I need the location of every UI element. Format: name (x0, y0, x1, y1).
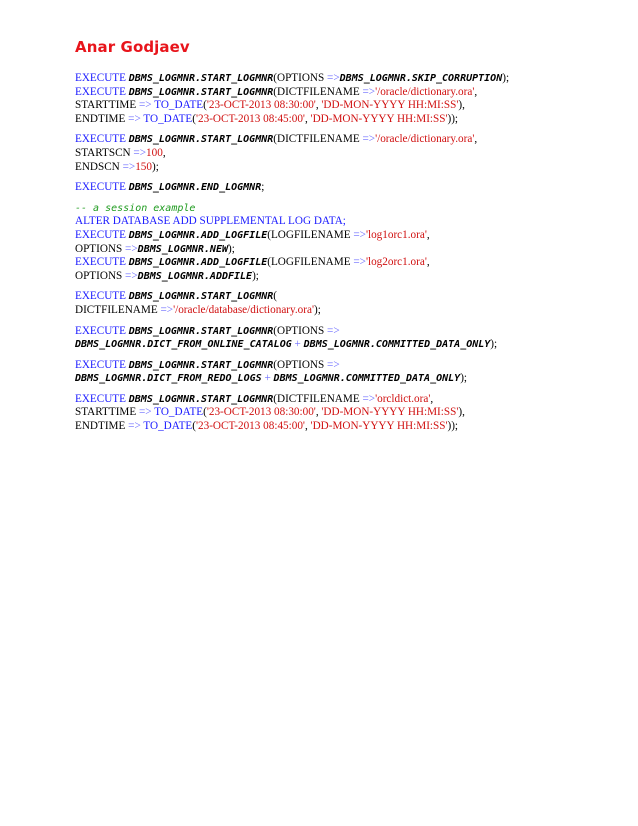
code-line (75, 270, 620, 284)
code-line (75, 229, 620, 243)
sql-comment: -- a session example (75, 202, 196, 214)
code-line (75, 372, 620, 386)
sql-operator: => (139, 406, 155, 419)
sql-string-literal: 'DD-MON-YYYY HH:MI:SS' (310, 420, 448, 433)
sql-string-literal: 100 (146, 146, 163, 159)
sql-keyword: TO_DATE (143, 420, 193, 433)
sql-string-literal: 'DD-MON-YYYY HH:MI:SS' (310, 112, 448, 125)
sql-operator: => (327, 358, 340, 371)
sql-identifier: , (315, 99, 322, 112)
code-line (75, 147, 620, 161)
sql-keyword: EXECUTE (75, 256, 129, 269)
sql-keyword: TO_DATE (154, 99, 204, 112)
sql-identifier: ); (460, 372, 468, 385)
sql-operator: => (128, 420, 144, 433)
sql-identifier: )); (447, 420, 459, 433)
sql-package-call: DBMS_LOGMNR.COMMITTED_DATA_ONLY (273, 373, 461, 385)
sql-string-literal: '23-OCT-2013 08:30:00' (206, 406, 316, 419)
sql-identifier: ( (192, 420, 196, 433)
sql-package-call: DBMS_LOGMNR.DICT_FROM_ONLINE_CATALOG (75, 339, 292, 351)
code-line (75, 304, 620, 318)
code-line (75, 113, 620, 127)
sql-keyword: EXECUTE (75, 228, 129, 241)
sql-identifier: ENDSCN (75, 160, 123, 173)
sql-package-call: DBMS_LOGMNR.START_LOGMNR (128, 359, 274, 371)
sql-package-call: DBMS_LOGMNR.START_LOGMNR (128, 291, 274, 303)
sql-identifier: ( (192, 112, 196, 125)
code-line (75, 202, 620, 216)
sql-identifier: , (315, 406, 322, 419)
code-line (75, 420, 620, 434)
code-line (75, 72, 620, 86)
sql-identifier: ( (273, 290, 277, 303)
code-line (75, 393, 620, 407)
sql-string-literal: '/oracle/dictionary.ora' (375, 133, 475, 146)
sql-string-literal: '23-OCT-2013 08:45:00' (195, 112, 305, 125)
code-line (75, 290, 620, 304)
sql-identifier: OPTIONS (75, 269, 126, 282)
sql-string-literal: 150 (135, 160, 152, 173)
sql-operator: + (291, 338, 304, 351)
sql-keyword: EXECUTE (75, 181, 129, 194)
code-line (75, 338, 620, 352)
sql-identifier: (OPTIONS (273, 358, 328, 371)
sql-identifier: , (304, 420, 311, 433)
sql-identifier: ); (502, 72, 510, 84)
block-spacer (75, 174, 620, 181)
sql-package-call: DBMS_LOGMNR.END_LOGMNR (128, 182, 262, 194)
sql-identifier: , (430, 392, 434, 405)
sql-package-call: DBMS_LOGMNR.START_LOGMNR (128, 73, 274, 84)
sql-identifier: ); (313, 303, 321, 316)
sql-identifier: ( (203, 99, 207, 112)
block-spacer (75, 195, 620, 202)
sql-string-literal: 'log2orc1.ora' (365, 256, 427, 269)
sql-keyword: EXECUTE (75, 324, 129, 337)
sql-identifier: )); (447, 112, 459, 125)
code-line (75, 181, 620, 195)
sql-operator: => (125, 242, 138, 255)
sql-string-literal: 'log1orc1.ora' (365, 228, 427, 241)
sql-keyword: EXECUTE (75, 358, 129, 371)
sql-package-call: DBMS_LOGMNR.ADDFILE (137, 270, 253, 282)
sql-operator: => (125, 269, 138, 282)
code-line (75, 133, 620, 147)
sql-string-literal: '/oracle/dictionary.ora' (375, 85, 475, 98)
code-line (75, 99, 620, 113)
sql-identifier: (OPTIONS (273, 72, 328, 84)
code-line (75, 215, 620, 229)
block-spacer (75, 352, 620, 359)
sql-identifier: ); (490, 338, 498, 351)
sql-string-literal: '/oracle/database/dictionary.ora' (173, 303, 314, 316)
sql-operator: => (133, 146, 147, 159)
code-line (75, 406, 620, 420)
sql-package-call: DBMS_LOGMNR.ADD_LOGFILE (128, 229, 268, 241)
code-line (75, 325, 620, 339)
sql-identifier: , (474, 85, 478, 98)
sql-keyword: EXECUTE (75, 72, 129, 84)
code-line (75, 161, 620, 175)
sql-identifier: ); (227, 242, 235, 255)
sql-identifier: , (426, 228, 430, 241)
sql-keyword: EXECUTE (75, 290, 129, 303)
sql-package-call: DBMS_LOGMNR.SKIP_CORRUPTION (339, 73, 503, 84)
sql-package-call: DBMS_LOGMNR.START_LOGMNR (128, 86, 274, 98)
sql-identifier: , (474, 133, 478, 146)
block-spacer (75, 126, 620, 133)
sql-package-call: DBMS_LOGMNR.START_LOGMNR (128, 134, 274, 146)
sql-identifier: STARTTIME (75, 406, 139, 419)
sql-operator: => (362, 133, 376, 146)
sql-package-call: DBMS_LOGMNR.DICT_FROM_REDO_LOGS (75, 373, 262, 385)
sql-package-call: DBMS_LOGMNR.COMMITTED_DATA_ONLY (303, 339, 491, 351)
sql-operator: => (353, 228, 366, 241)
block-spacer (75, 386, 620, 393)
sql-identifier: (DICTFILENAME (273, 85, 363, 98)
sql-string-literal: '23-OCT-2013 08:30:00' (206, 99, 316, 112)
sql-operator: => (128, 112, 144, 125)
sql-identifier: DICTFILENAME (75, 303, 161, 316)
sql-string-literal: 'DD-MON-YYYY HH:MI:SS' (321, 99, 459, 112)
block-spacer (75, 283, 620, 290)
sql-identifier: STARTSCN (75, 146, 134, 159)
sql-operator: => (327, 72, 340, 84)
author-name: Anar Godjaev (75, 38, 190, 56)
sql-identifier: (OPTIONS (273, 324, 328, 337)
code-line (75, 86, 620, 100)
sql-string-literal: 'orcldict.ora' (375, 392, 431, 405)
sql-keyword: EXECUTE (75, 133, 129, 146)
sql-keyword: TO_DATE (154, 406, 204, 419)
sql-identifier: ( (203, 406, 207, 419)
sql-keyword: EXECUTE (75, 85, 129, 98)
code-line (75, 256, 620, 270)
sql-package-call: DBMS_LOGMNR.ADD_LOGFILE (128, 257, 268, 269)
sql-identifier: , (426, 256, 430, 269)
sql-operator: => (362, 85, 376, 98)
sql-operator: => (122, 160, 136, 173)
sql-identifier: , (304, 112, 311, 125)
sql-identifier: (DICTFILENAME (273, 133, 363, 146)
code-line (75, 243, 620, 257)
sql-operator: => (139, 99, 155, 112)
sql-identifier: , (162, 146, 166, 159)
sql-package-call: DBMS_LOGMNR.NEW (137, 243, 228, 255)
code-line (75, 359, 620, 373)
sql-operator: => (362, 392, 376, 405)
sql-identifier: (LOGFILENAME (267, 256, 354, 269)
sql-keyword: TO_DATE (143, 112, 193, 125)
sql-identifier: ; (261, 181, 265, 194)
sql-identifier: ), (458, 99, 465, 112)
sql-operator: => (160, 303, 174, 316)
sql-identifier: (DICTFILENAME (273, 392, 363, 405)
sql-operator: => (327, 324, 340, 337)
sql-identifier: ENDTIME (75, 112, 129, 125)
sql-keyword: EXECUTE (75, 392, 129, 405)
sql-identifier: ); (151, 160, 159, 173)
sql-identifier: (LOGFILENAME (267, 228, 354, 241)
sql-identifier: STARTTIME (75, 99, 139, 112)
sql-operator: => (353, 256, 366, 269)
block-spacer (75, 318, 620, 325)
sql-keyword: ALTER DATABASE ADD SUPPLEMENTAL LOG DATA; (75, 215, 346, 228)
sql-package-call: DBMS_LOGMNR.START_LOGMNR (128, 393, 274, 405)
sql-identifier: ), (458, 406, 465, 419)
sql-identifier: ); (252, 269, 259, 282)
sql-identifier: ENDTIME (75, 420, 129, 433)
sql-string-literal: 'DD-MON-YYYY HH:MI:SS' (321, 406, 459, 419)
sql-code-listing (75, 72, 620, 434)
sql-operator: + (261, 372, 274, 385)
sql-package-call: DBMS_LOGMNR.START_LOGMNR (128, 325, 274, 337)
sql-string-literal: '23-OCT-2013 08:45:00' (195, 420, 305, 433)
sql-identifier: OPTIONS (75, 242, 126, 255)
